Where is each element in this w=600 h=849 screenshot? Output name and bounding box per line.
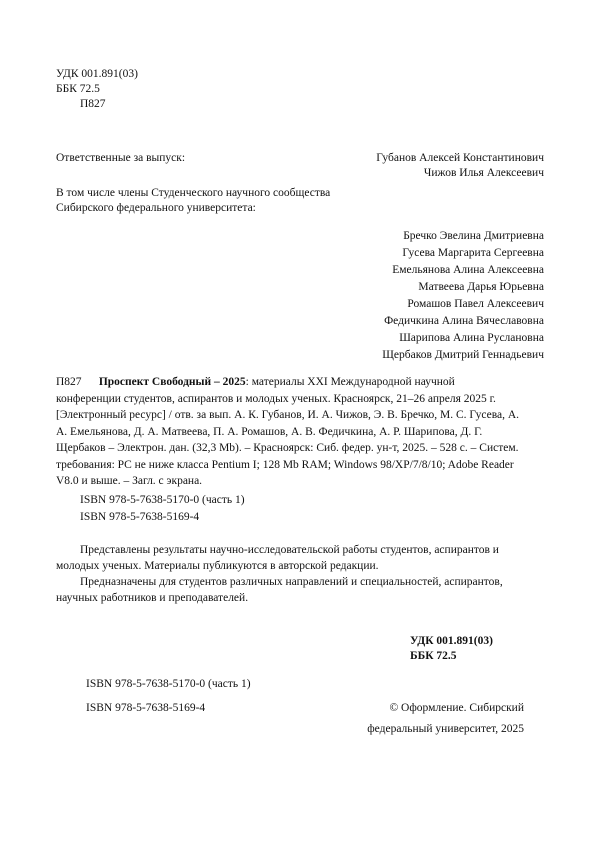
member-name: Матвеева Дарья Юрьевна	[418, 281, 544, 293]
bib-line: : материалы XXI Международной научной	[245, 376, 455, 388]
responsible-name: Губанов Алексей Константинович	[376, 152, 544, 164]
bib-line: конференции студентов, аспирантов и молодых ученых. Красноярск, 21–26 апреля 2025 г.	[56, 392, 496, 405]
footer-isbn: ISBN 978-5-7638-5170-0 (часть 1)	[86, 678, 251, 690]
description-text: Представлены результаты научно-исследовательской работы студентов, аспирантов и	[80, 544, 499, 556]
bib-isbn: ISBN 978-5-7638-5170-0 (часть 1)	[80, 494, 245, 506]
udk-code: УДК 001.891(03)	[56, 68, 138, 80]
bib-isbn: ISBN 978-5-7638-5169-4	[80, 511, 200, 523]
bib-line: V8.0 и выше. – Загл. с экрана.	[56, 475, 203, 487]
description-text: Предназначены для студентов различных направлений и специальностей, аспирантов,	[80, 576, 503, 588]
members-intro: В том числе члены Студенческого научного сообщества	[56, 187, 331, 199]
member-name: Емельянова Алина Алексеевна	[392, 264, 544, 276]
copyright: федеральный университет, 2025	[367, 723, 524, 735]
footer-udk: УДК 001.891(03)	[410, 635, 493, 647]
bib-code: П827	[56, 376, 82, 388]
description-text: научных работников и преподавателей.	[56, 592, 249, 604]
footer-bbk: ББК 72.5	[410, 650, 457, 662]
bbk-code: ББК 72.5	[56, 83, 100, 95]
member-name: Гусева Маргарита Сергеевна	[402, 247, 544, 259]
bibliographic-record	[56, 374, 550, 490]
member-name: Бречко Эвелина Дмитриевна	[403, 230, 544, 242]
copyright: © Оформление. Сибирский	[389, 702, 524, 714]
responsible-label: Ответственные за выпуск:	[56, 152, 186, 164]
member-name: Ромашов Павел Алексеевич	[407, 298, 544, 310]
bib-line: А. Емельянова, Д. А. Матвеева, П. А. Ромашов, А. В. Федичкина, А. Р. Шарипова, Д. Г.	[56, 425, 483, 438]
bib-line: требования: PC не ниже класса Pentium I; 128 Mb RAM; Windows 98/XP/7/8/10; Adobe Reader	[56, 458, 514, 471]
member-name: Шарипова Алина Руслановна	[399, 332, 544, 344]
description-text: молодых ученых. Материалы публикуются в авторской редакции.	[56, 560, 379, 572]
member-name: Федичкина Алина Вячеславовна	[384, 315, 544, 327]
bib-line: [Электронный ресурс] / отв. за вып. А. К. Губанов, И. А. Чижов, Э. В. Бречко, М. С. Гусева, А.	[56, 409, 520, 421]
footer-isbn: ISBN 978-5-7638-5169-4	[86, 702, 206, 714]
bib-first-line	[56, 374, 550, 391]
responsible-name: Чижов Илья Алексеевич	[423, 167, 544, 179]
member-name: Щербаков Дмитрий Геннадьевич	[382, 349, 544, 361]
members-intro: Сибирского федерального университета:	[56, 202, 256, 214]
author-mark: П827	[80, 98, 106, 110]
bib-title: Проспект Свободный – 2025	[98, 376, 246, 388]
bib-line: Щербаков – Электрон. дан. (32,3 Mb). – Красноярск: Сиб. федер. ун-т, 2025. – 528 с. – Систем.	[56, 442, 519, 454]
